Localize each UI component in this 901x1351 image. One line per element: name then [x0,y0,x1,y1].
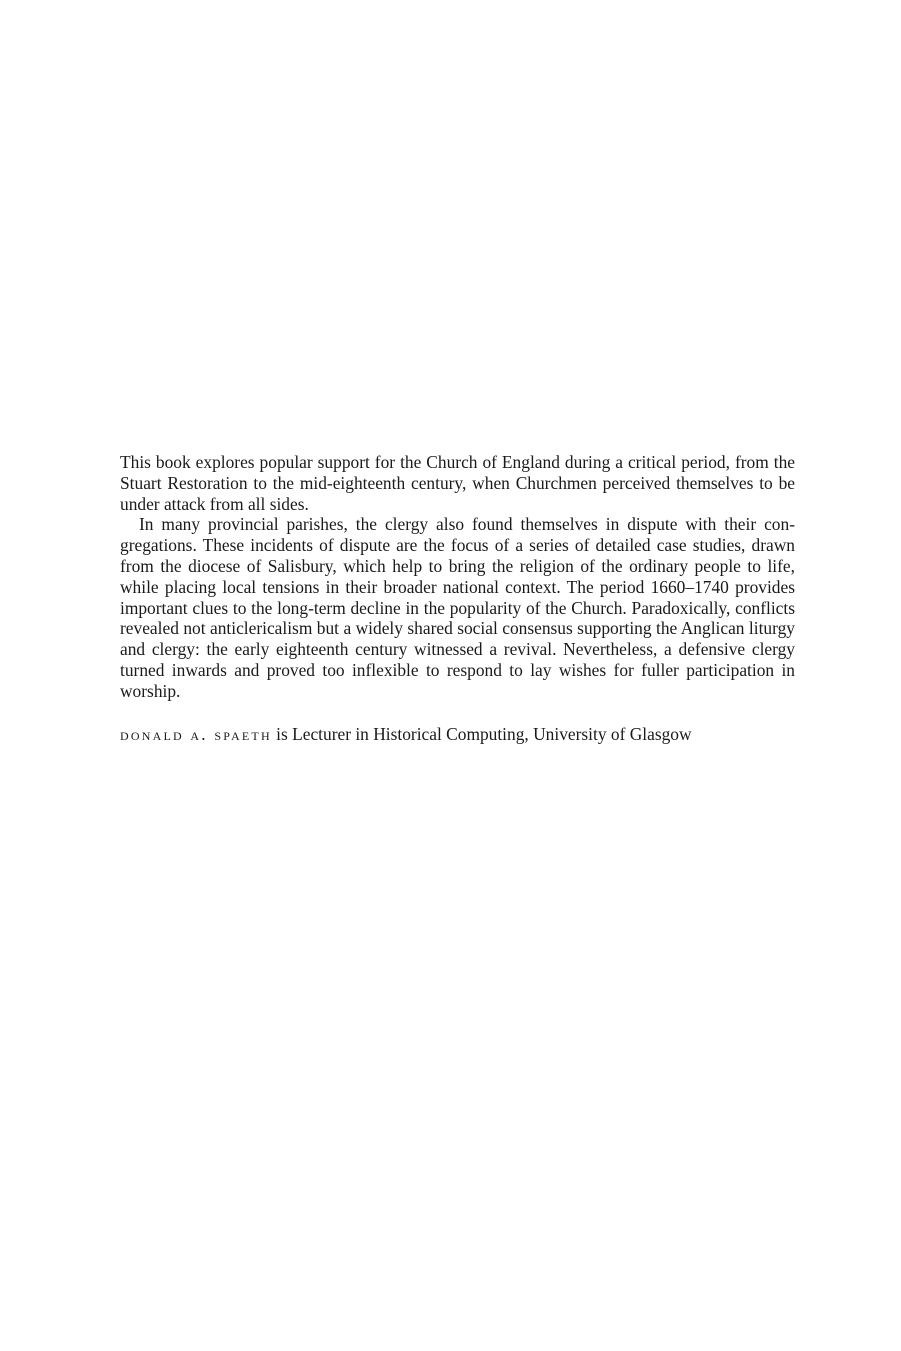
description-paragraph-1: This book explores popular support for the Church of England during a critical period, from the Stuart Restoration to the mid-eighteenth century, when Churchmen perceived themselves to be under attack from all sides. [120,452,795,514]
author-name: donald a. spaeth [120,724,272,744]
book-description [120,452,795,702]
author-bio [120,724,820,745]
description-paragraph-2: In many provincial parishes, the clergy also found themselves in dispute with their congregations. These incidents of dispute are the focus of a series of detailed case studies, drawn from the diocese of Salisbury, which help to bring the religion of the ordinary people to life, while placing local tensions in their broader national context. The period 1660–1740 provides important clues to the long-term decline in the popularity of the Church. Paradoxically, conflicts revealed not anticlericalism but a widely shared social consensus supporting the Anglican liturgy and clergy: the early eighteenth century witnessed a revival. Nevertheless, a defensive clergy turned inwards and proved too inflexible to respond to lay wishes for fuller participation in worship. [120,514,795,701]
author-description: is Lecturer in Historical Computing, University of Glasgow [271,724,692,744]
